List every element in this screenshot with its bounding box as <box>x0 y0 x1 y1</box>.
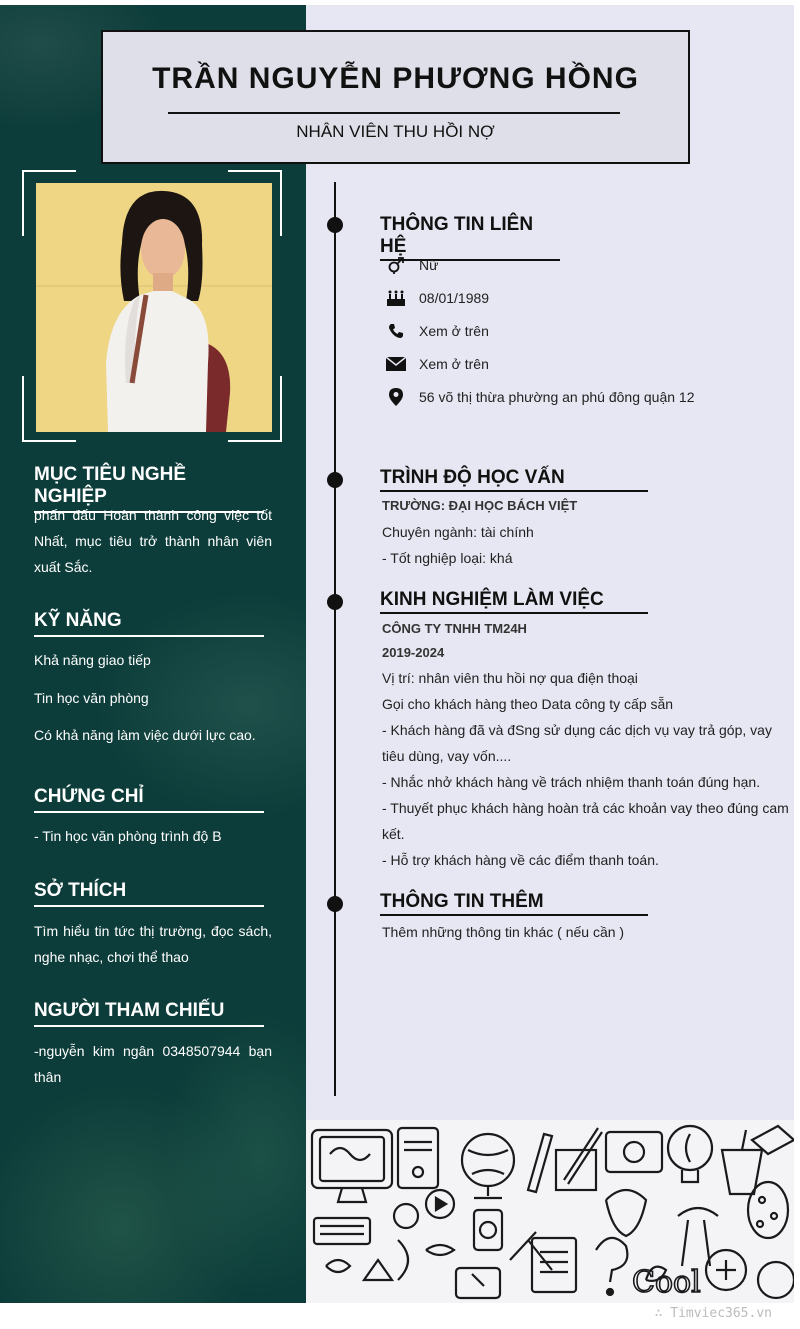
doodle-illustration <box>306 1120 794 1303</box>
email-value: Xem ở trên <box>419 356 489 372</box>
gender-value: Nữ <box>419 257 439 273</box>
timeline-dot <box>327 472 343 488</box>
hobbies-heading: SỞ THÍCH <box>34 880 264 907</box>
map-pin-icon <box>386 387 406 407</box>
education-school: TRƯỜNG: ĐẠI HỌC BÁCH VIỆT <box>382 498 578 513</box>
experience-heading: KINH NGHIỆM LÀM VIỆC <box>380 589 648 614</box>
contact-email <box>386 353 489 375</box>
experience-line: - Nhắc nhở khách hàng về trách nhiệm thanh toán đúng hạn. <box>382 774 761 790</box>
experience-line: - Hỗ trợ khách hàng về các điểm thanh toán. <box>382 852 659 868</box>
timeline-dot <box>327 896 343 912</box>
contact-phone <box>386 320 489 342</box>
references-text: -nguyễn kim ngân 0348507944 bạn thân <box>34 1043 272 1085</box>
career-goal-heading: MỤC TIÊU NGHỀ NGHIỆP <box>34 464 264 513</box>
gender-icon <box>386 255 406 275</box>
hobbies-text: Tìm hiểu tin tức thị trường, đọc sách, nghe nhạc, chơi thể thao <box>34 923 272 965</box>
experience-line: - Khách hàng đã và đSng sử dụng các dịch vụ vay trả góp, vay tiêu dùng, vay vốn.... <box>382 722 772 764</box>
skill-item: Khả năng giao tiếp <box>34 652 151 668</box>
experience-line: Vị trí: nhân viên thu hồi nợ qua điện thoại <box>382 670 638 686</box>
birthday-value: 08/01/1989 <box>419 290 490 306</box>
phone-icon <box>386 321 406 341</box>
contact-heading: THÔNG TIN LIÊN HỆ <box>380 214 560 261</box>
photo-frame <box>22 170 282 442</box>
svg-text:Cool: Cool <box>632 1265 701 1300</box>
contact-gender <box>386 254 438 276</box>
references-heading: NGƯỜI THAM CHIẾU <box>34 1000 264 1027</box>
phone-value: Xem ở trên <box>419 323 489 339</box>
experience-line: - Thuyết phục khách hàng hoàn trả các khoản vay theo đúng cam kết. <box>382 800 789 842</box>
envelope-icon <box>386 354 406 374</box>
job-title: NHÂN VIÊN THU HỒI NỢ <box>296 122 495 141</box>
skill-item: Có khả năng làm việc dưới lực cao. <box>34 727 256 743</box>
skills-heading: KỸ NĂNG <box>34 610 264 637</box>
timeline-dot <box>327 594 343 610</box>
education-major: Chuyên ngành: tài chính <box>382 524 534 540</box>
additional-text: Thêm những thông tin khác ( nếu cần ) <box>382 924 625 940</box>
header-divider <box>168 112 620 114</box>
experience-line: Gọi cho khách hàng theo Data công ty cấp sẵn <box>382 696 674 712</box>
career-goal-text: phấn đấu Hoàn thành công việc tốt Nhất, mục tiêu trở thành nhân viên xuất Sắc. <box>34 507 272 575</box>
header-box <box>101 30 690 164</box>
birthday-cake-icon <box>386 288 406 308</box>
profile-photo <box>36 183 272 432</box>
address-value: 56 võ thị thừa phường an phú đông quận 12 <box>419 389 695 405</box>
right-content-area <box>306 5 794 1303</box>
education-heading: TRÌNH ĐỘ HỌC VẤN <box>380 467 648 492</box>
timeline-line <box>334 182 336 1096</box>
contact-address <box>386 386 694 408</box>
skill-item: Tin học văn phòng <box>34 690 149 706</box>
additional-heading: THÔNG TIN THÊM <box>380 891 648 916</box>
experience-period: 2019-2024 <box>382 645 445 660</box>
certificates-heading: CHỨNG CHỈ <box>34 786 264 813</box>
contact-birthday <box>386 287 489 309</box>
candidate-name: TRẦN NGUYỄN PHƯƠNG HỒNG <box>152 62 639 95</box>
experience-company: CÔNG TY TNHH TM24H <box>382 621 527 636</box>
timeline-dot <box>327 217 343 233</box>
education-grade: - Tốt nghiệp loại: khá <box>382 550 513 566</box>
watermark: ∴ Timviec365.vn <box>654 1306 772 1321</box>
certificate-item: - Tin học văn phòng trình độ B <box>34 828 222 844</box>
